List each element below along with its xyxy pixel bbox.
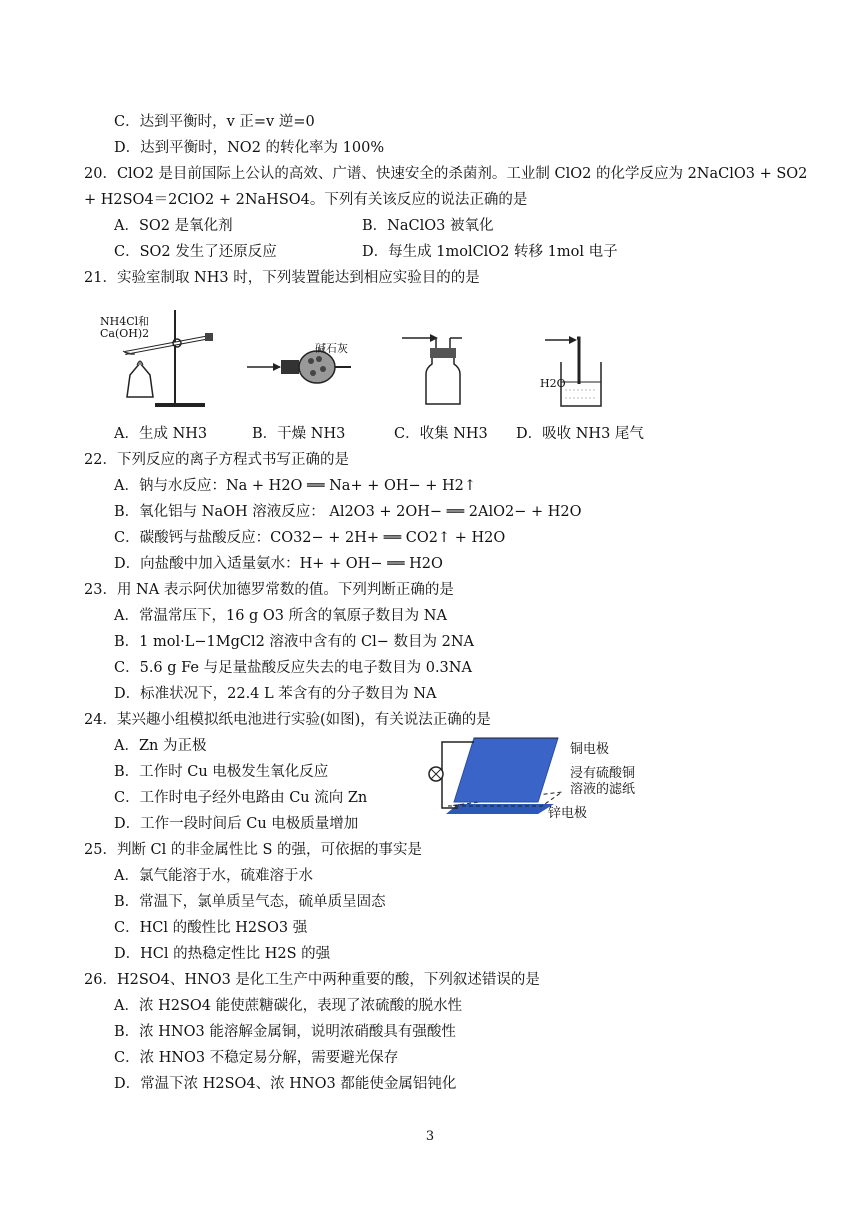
q24-option-c: C．工作时电子经外电路由 Cu 流向 Zn (114, 790, 368, 806)
q23-option-d: D．标准状况下，22.4 L 苯含有的分子数目为 NA (114, 686, 437, 702)
q20-option-d: D．每生成 1molClO2 转移 1mol 电子 (362, 244, 618, 260)
apparatus-d-figure (535, 332, 610, 410)
q20-option-b: B．NaClO3 被氧化 (362, 218, 494, 234)
apparatus-a-label-1: NH4Cl和 (100, 315, 150, 328)
q19-option-d: D．达到平衡时，NO2 的转化率为 100% (114, 140, 385, 156)
q21-stem: 21．实验室制取 NH3 时，下列装置能达到相应实验目的的是 (84, 270, 480, 286)
q23-option-b: B．1 mol·L−1MgCl2 溶液中含有的 Cl− 数目为 2NA (114, 634, 475, 650)
q21-option-d: D．吸收 NH3 尾气 (516, 426, 644, 442)
q26-option-a: A．浓 H2SO4 能使蔗糖碳化，表现了浓硫酸的脱水性 (114, 998, 463, 1014)
label-zn-electrode: 锌电极 (548, 806, 588, 821)
q20-option-c: C．SO2 发生了还原反应 (114, 244, 277, 260)
q23-option-c: C．5.6 g Fe 与足量盐酸反应失去的电子数目为 0.3NA (114, 660, 472, 676)
label-cu-electrode: 铜电极 (570, 742, 610, 757)
q20-stem-line1: 20．ClO2 是目前国际上公认的高效、广谱、快速安全的杀菌剂。工业制 ClO2 的化学反应为 2NaClO3 + SO2 (84, 166, 808, 182)
apparatus-b-label: 碱石灰 (315, 342, 348, 355)
label-filter-paper-1: 浸有硫酸铜 (570, 766, 636, 781)
q24-stem: 24．某兴趣小组模拟纸电池进行实验(如图)，有关说法正确的是 (84, 712, 491, 728)
q25-option-c: C．HCl 的酸性比 H2SO3 强 (114, 920, 308, 936)
paper-battery-figure (418, 732, 568, 816)
q26-option-d: D．常温下浓 H2SO4、浓 HNO3 都能使金属铝钝化 (114, 1076, 457, 1092)
q21-option-c: C．收集 NH3 (394, 426, 488, 442)
apparatus-c-figure (400, 330, 480, 410)
q25-option-b: B．常温下，氯单质呈气态，硫单质呈固态 (114, 894, 386, 910)
q24-option-a: A．Zn 为正极 (114, 738, 207, 754)
apparatus-a-label-2: Ca(OH)2 (100, 327, 150, 340)
q22-stem: 22．下列反应的离子方程式书写正确的是 (84, 452, 349, 468)
q24-option-d: D．工作一段时间后 Cu 电极质量增加 (114, 816, 359, 832)
q26-option-b: B．浓 HNO3 能溶解金属铜，说明浓硝酸具有强酸性 (114, 1024, 456, 1040)
q20-option-a: A．SO2 是氧化剂 (114, 218, 233, 234)
q22-option-b: B．氧化铝与 NaOH 溶液反应： Al2O3 + 2OH− ══ 2AlO2− + H2O (114, 504, 582, 520)
apparatus-d-label: H2O (540, 377, 566, 390)
q26-option-c: C．浓 HNO3 不稳定易分解，需要避光保存 (114, 1050, 399, 1066)
page-number: 3 (425, 1129, 435, 1144)
q23-option-a: A．常温常压下，16 g O3 所含的氧原子数目为 NA (114, 608, 447, 624)
q25-option-a: A．氯气能溶于水，硫难溶于水 (114, 868, 313, 884)
q22-option-a: A．钠与水反应：Na + H2O ══ Na+ + OH− + H2↑ (114, 478, 477, 494)
label-filter-paper-2: 溶液的滤纸 (570, 782, 636, 797)
q22-option-c: C．碳酸钙与盐酸反应：CO32− + 2H+ ══ CO2↑ + H2O (114, 530, 506, 546)
q20-stem-line2: + H2SO4＝2ClO2 + 2NaHSO4。下列有关该反应的说法正确的是 (84, 192, 528, 208)
q24-option-b: B．工作时 Cu 电极发生氧化反应 (114, 764, 329, 780)
q22-option-d: D．向盐酸中加入适量氨水：H+ + OH− ══ H2O (114, 556, 443, 572)
q19-option-c: C．达到平衡时，v 正=v 逆=0 (114, 114, 315, 130)
q21-option-b: B．干燥 NH3 (252, 426, 346, 442)
q23-stem: 23．用 NA 表示阿伏加德罗常数的值。下列判断正确的是 (84, 582, 454, 598)
q26-stem: 26．H2SO4、HNO3 是化工生产中两种重要的酸，下列叙述错误的是 (84, 972, 540, 988)
q25-stem: 25．判断 Cl 的非金属性比 S 的强，可依据的事实是 (84, 842, 423, 858)
q21-option-a: A．生成 NH3 (114, 426, 208, 442)
q25-option-d: D．HCl 的热稳定性比 H2S 的强 (114, 946, 331, 962)
